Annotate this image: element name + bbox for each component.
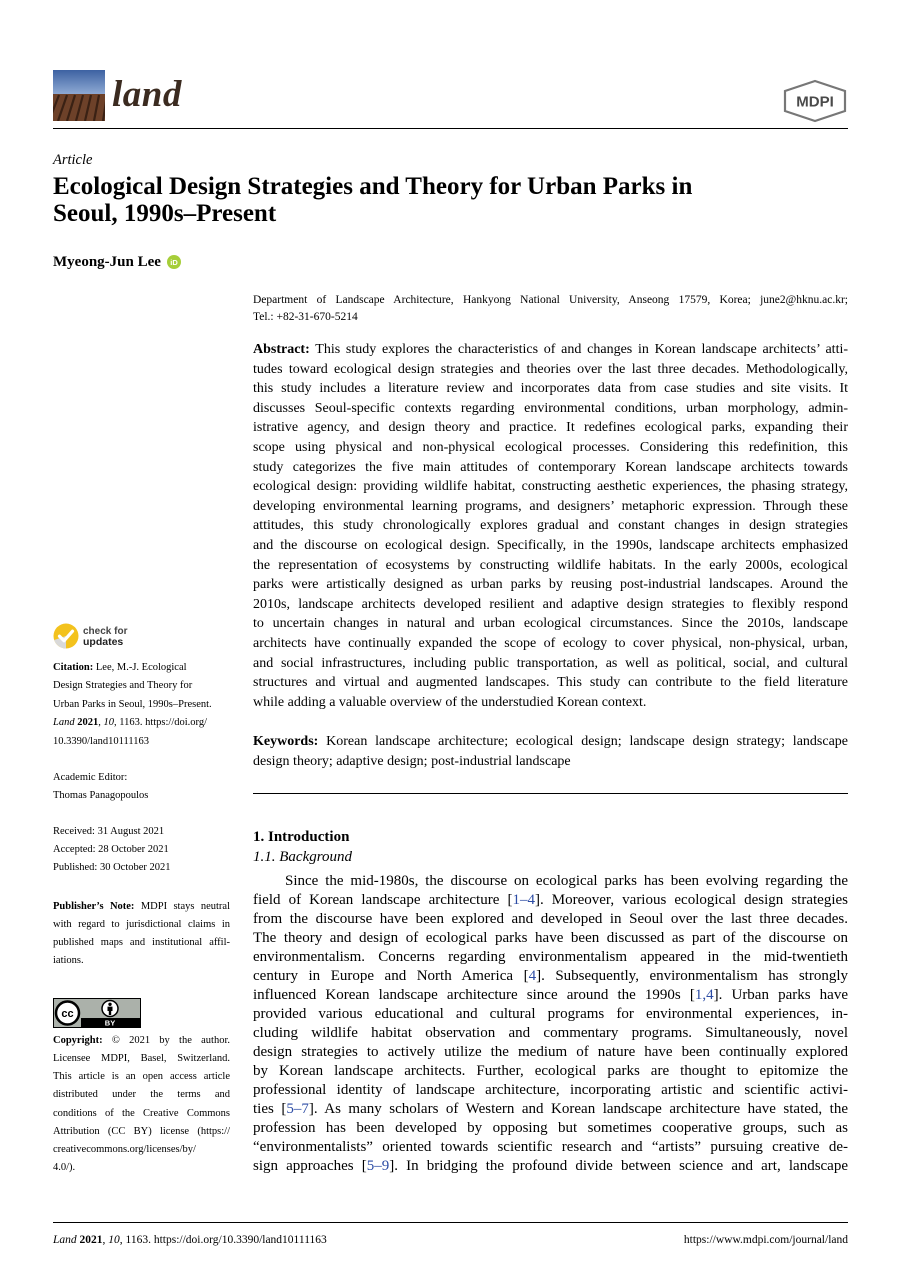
affiliation-line: Tel.: +82-31-670-5214 bbox=[253, 310, 358, 323]
author-line bbox=[53, 253, 181, 271]
footer-journal-url[interactable]: https://www.mdpi.com/journal/land bbox=[683, 1234, 848, 1246]
footer-citation bbox=[53, 1231, 327, 1249]
publisher-note-line: published maps and institutional affil- bbox=[53, 937, 230, 948]
citation-doi-link[interactable]: 10.3390/land10111163 bbox=[53, 735, 149, 747]
keywords-line bbox=[253, 732, 848, 752]
publisher-note bbox=[53, 898, 230, 970]
land-journal-logo-icon bbox=[53, 70, 105, 121]
footer-divider bbox=[53, 1222, 848, 1223]
citation-line: Urban Parks in Seoul, 1990s–Present. bbox=[53, 698, 212, 710]
copyright-line: creativecommons.org/licenses/by/ bbox=[53, 1143, 196, 1155]
keywords bbox=[253, 732, 848, 771]
section-subheading: 1.1. Background bbox=[253, 849, 353, 865]
abstract-line: structures and virtual and augmented landscapes. This study can contribute to the field literature bbox=[253, 675, 848, 691]
publication-dates bbox=[53, 823, 230, 878]
reference-link[interactable]: 1–4 bbox=[512, 891, 535, 908]
header-divider bbox=[53, 128, 848, 129]
check-for-updates-icon bbox=[53, 623, 79, 649]
title-line: Seoul, 1990s–Present bbox=[53, 199, 277, 227]
abstract-line: parks were artistically designed as urban parks by reusing post-industrial landscapes. Around the bbox=[253, 577, 848, 593]
journal-name: land bbox=[112, 74, 182, 115]
abstract-line: attitudes, this study chronologically explores gradual and constant changes in design strategies bbox=[253, 518, 848, 534]
copyright-text: © 2021 by the author. bbox=[111, 1035, 230, 1046]
reference-link[interactable]: 5–9 bbox=[366, 1157, 390, 1174]
orcid-text: iD bbox=[170, 258, 178, 267]
published-date: Published: 30 October 2021 bbox=[53, 862, 171, 874]
footer-volume: 10 bbox=[108, 1234, 120, 1246]
body-line: profession has been developed by opposing but sometimes cooperative groups, such as bbox=[253, 1119, 848, 1136]
abstract-line: architects have continually expanded the scope of ecology to cover physical, non-physical, urban, bbox=[253, 635, 848, 651]
footer-journal: Land bbox=[53, 1234, 77, 1246]
citation-sep: , bbox=[98, 717, 104, 729]
abstract-line: scope using physical and non-physical ecological processes. Considering this redefinition, this bbox=[253, 439, 848, 455]
keywords-text: Korean landscape architecture; ecological design; landscape design strategy; landscape bbox=[326, 734, 849, 750]
updates-badge-line2: updates bbox=[83, 636, 124, 648]
article-title bbox=[53, 173, 692, 227]
body-line: ties [5–7]. As many scholars of Western and Korean landscape architecture have stated, the bbox=[253, 1100, 848, 1117]
copyright-line: Licensee MDPI, Basel, Switzerland. bbox=[53, 1053, 230, 1065]
citation-line bbox=[53, 659, 230, 678]
abstract-label: Abstract: bbox=[253, 342, 310, 357]
abstract-line: and social infrastructures, including public transportation, as well as political, social, and cultural bbox=[253, 655, 848, 671]
citation-pages: , 1163. bbox=[113, 717, 146, 729]
citation-doi-link[interactable]: https://doi.org/ bbox=[145, 717, 208, 729]
reference-link[interactable]: 1,4 bbox=[694, 986, 714, 1003]
body-line: “environmentalists” oriented towards scientific research and “artists” pursuing creative de- bbox=[253, 1138, 848, 1155]
cc-by-license-icon[interactable] bbox=[53, 998, 141, 1028]
body-line: professional identity of landscape architecture, incorporating artistic and scientific activi- bbox=[253, 1081, 848, 1098]
abstract-line: istrative agency, and design theory and practice. It redefines ecological parks, expanding their bbox=[253, 420, 848, 436]
abstract bbox=[253, 340, 848, 712]
reference-link[interactable]: 4 bbox=[528, 967, 537, 984]
abstract-line: study categorizes the five main attitudes of contemporary Korean landscape architects towards bbox=[253, 459, 848, 475]
copyright bbox=[53, 1032, 230, 1177]
body-line: from the discourse have been explored and developed in Seoul over the last three decades. bbox=[253, 910, 848, 927]
section-heading: 1. Introduction bbox=[253, 829, 350, 845]
academic-editor bbox=[53, 769, 230, 806]
section-divider bbox=[253, 793, 848, 794]
updates-badge-line1: check for bbox=[83, 626, 128, 637]
body-line: design strategies to actively utilize the medium of nature have been continually explored bbox=[253, 1043, 848, 1060]
abstract-line: 2010s, landscape architects developed resilient and adaptive design strategies to flexibly respond bbox=[253, 596, 848, 612]
footer-doi[interactable]: , 1163. https://doi.org/10.3390/land10111163 bbox=[119, 1234, 327, 1246]
academic-editor-name: Thomas Panagopoulos bbox=[53, 790, 149, 801]
abstract-line: to uncertain changes in natural and urban ecological circumstances. Since the 2010s, landscape bbox=[253, 616, 848, 632]
keywords-label: Keywords: bbox=[253, 734, 319, 750]
check-for-updates-badge[interactable] bbox=[53, 623, 143, 650]
citation bbox=[53, 659, 230, 752]
footer-year: 2021 bbox=[79, 1234, 103, 1246]
abstract-line: this study includes a literature review and incorporates data from case studies and site visits. It bbox=[253, 381, 848, 397]
publisher-note-line bbox=[53, 898, 230, 916]
body-line: environmentalism. Concerns regarding environmentalism appeared in the mid-twentieth bbox=[253, 948, 848, 965]
academic-editor-label: Academic Editor: bbox=[53, 771, 128, 783]
mdpi-hexagon-logo-icon bbox=[782, 79, 848, 123]
footer-sep: , bbox=[102, 1234, 109, 1246]
abstract-line: tudes toward ecological design strategies and theories over the last three decades. Methodologically, bbox=[253, 361, 848, 377]
citation-year: 2021 bbox=[77, 717, 99, 729]
citation-line bbox=[53, 714, 230, 733]
body-line: sign approaches [5–9]. In bridging the profound divide between science and art, landscape bbox=[253, 1157, 848, 1174]
accepted-date: Accepted: 28 October 2021 bbox=[53, 843, 169, 855]
publisher-note-label: Publisher’s Note: bbox=[53, 901, 135, 912]
article-type: Article bbox=[53, 152, 93, 168]
abstract-line: developing environmental learning programs, and designers’ metaphoric expression. Through these bbox=[253, 498, 848, 514]
orcid-icon[interactable] bbox=[167, 255, 181, 269]
body-line: field of Korean landscape architecture [1–4]. Moreover, various ecological design strategies bbox=[253, 891, 848, 908]
body-line: provided various educational and cultural programs for environmental experiences, in- bbox=[253, 1005, 848, 1022]
body-line: Since the mid-1980s, the discourse on ecological parks has been evolving regarding the bbox=[285, 872, 848, 889]
affiliation bbox=[253, 292, 848, 326]
keywords-line: design theory; adaptive design; post-industrial landscape bbox=[253, 753, 571, 769]
copyright-line bbox=[53, 1032, 230, 1050]
copyright-line: 4.0/). bbox=[53, 1161, 76, 1173]
affiliation-line: Department of Landscape Architecture, Hankyong National University, Anseong 17579, Korea; june2@hknu.ac.kr; bbox=[253, 293, 848, 306]
abstract-line: the representation of ecosystems by constructing wildlife habitats. In the early 2000s, ecological bbox=[253, 557, 848, 573]
copyright-label: Copyright: bbox=[53, 1035, 103, 1046]
body-line: cluding wildlife habitat observation and commentary programs. Simultaneously, novel bbox=[253, 1024, 848, 1041]
citation-line: Design Strategies and Theory for bbox=[53, 680, 193, 692]
abstract-line bbox=[253, 340, 848, 360]
publisher-logo-text: MDPI bbox=[796, 93, 834, 111]
copyright-line: This article is an open access article bbox=[53, 1071, 230, 1083]
publisher-note-text: MDPI stays neutral bbox=[140, 901, 231, 912]
title-line: Ecological Design Strategies and Theory for Urban Parks in bbox=[53, 172, 693, 200]
publisher-note-line: iations. bbox=[53, 955, 84, 966]
abstract-line: while adding a valuable overview of the understudied Korean context. bbox=[253, 694, 647, 710]
by-badge-text: BY bbox=[104, 1018, 116, 1028]
copyright-line: conditions of the Creative Commons bbox=[53, 1107, 230, 1119]
copyright-line: distributed under the terms and bbox=[53, 1089, 230, 1101]
abstract-line: and the discourse on ecological design. Specifically, in the 1990s, landscape architects emphasized bbox=[253, 537, 848, 553]
citation-text: Lee, M.-J. Ecological bbox=[95, 661, 187, 673]
author-name[interactable]: Myeong-Jun Lee bbox=[53, 254, 161, 270]
received-date: Received: 31 August 2021 bbox=[53, 825, 165, 837]
abstract-text: This study explores the characteristics of and changes in Korean landscape architects’ atti- bbox=[315, 342, 849, 357]
abstract-line: discusses Seoul-specific contexts regarding environmental conditions, urban morphology, admin- bbox=[253, 400, 848, 416]
citation-label: Citation: bbox=[53, 661, 94, 673]
body-line: The theory and design of ecological parks have been discussed as part of the discourse on bbox=[253, 929, 848, 946]
body-text bbox=[253, 872, 848, 1176]
cc-badge-text: cc bbox=[61, 1008, 74, 1020]
body-line: century in Europe and North America [4]. Subsequently, environmentalism has strongly bbox=[253, 967, 848, 984]
citation-journal: Land bbox=[53, 717, 75, 729]
copyright-line: Attribution (CC BY) license (https:// bbox=[53, 1125, 230, 1137]
body-line: by Korean landscape architects. Further, ecological parks are thought to epitomize the bbox=[253, 1062, 848, 1079]
citation-volume: 10 bbox=[103, 717, 114, 729]
abstract-line: ecological design: providing wildlife habitat, constructing aesthetic experiences, the phasing strategy, bbox=[253, 479, 848, 495]
publisher-note-line: with regard to jurisdictional claims in bbox=[53, 919, 230, 930]
body-line: influenced Korean landscape architecture since around the 1990s [1,4]. Urban parks have bbox=[253, 986, 848, 1003]
reference-link[interactable]: 5–7 bbox=[286, 1100, 309, 1117]
